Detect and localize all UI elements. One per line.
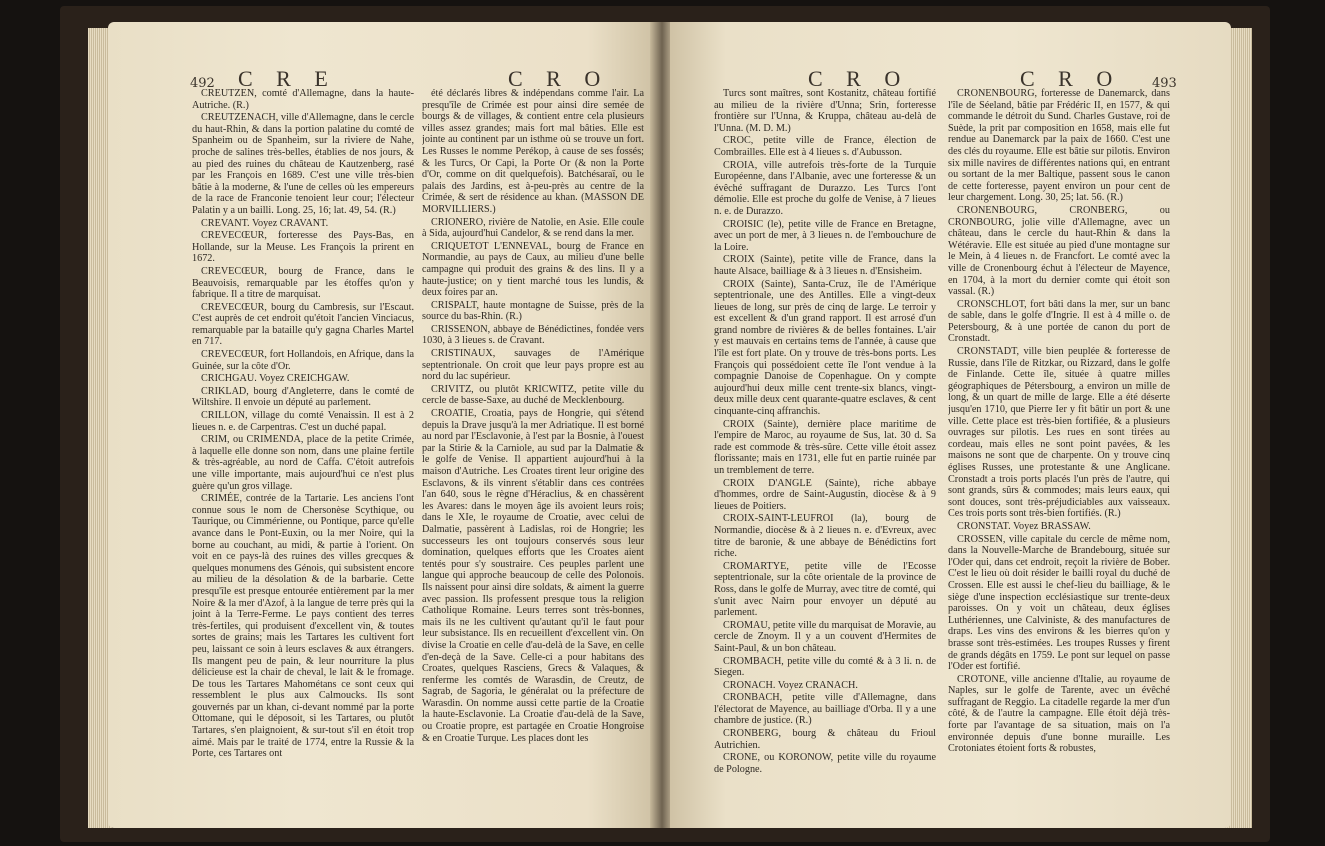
left-page-header xyxy=(108,60,653,91)
dictionary-entry: CRONBACH, petite ville d'Allemagne, dans l'électorat de Mayence, au bailliage d'Orba. Il y a une chambre de justice. (R.) xyxy=(714,692,936,727)
dictionary-entry: CRONACH. Voyez CRANACH. xyxy=(723,679,858,691)
text-column xyxy=(192,88,414,794)
dictionary-entry: CROSSEN, ville capitale du cercle de même nom, dans la Nouvelle-Marche de Brandebourg, située sur l'Oder qui, dans cet endroit, reçoit la rivière de Bober. C'est le lieu où doit résider le bailli royal du duché de Crossen. Elle est aussi le chef-lieu du bailliage, & le siège d'une inspection ecclésiastique sur trente-deux paroisses. On y voit un château, deux églises Luthériennes, une Calviniste, & des manufactures de draps. Les vins des environs & les bierres qu'on y brasse sont très-estimées. Les troupes Russes y firent de grands dégâts en 1759. Le pont sur lequel on passe l'Oder est fortifié. xyxy=(948,533,1170,673)
dictionary-entry: CRISPALT, haute montagne de Suisse, près de la source du bas-Rhin. (R.) xyxy=(422,299,644,323)
right-page-header xyxy=(670,60,1231,91)
running-head: C R O xyxy=(808,66,910,91)
running-head: C R E xyxy=(238,66,337,91)
dictionary-entry: CRONSTAT. Voyez BRASSAW. xyxy=(957,520,1091,532)
dictionary-entry: CREVANT. Voyez CRAVANT. xyxy=(201,217,329,229)
dictionary-entry: été déclarés libres & indépendans comme l'air. La presqu'île de Crimée est pour ainsi dire semée de bourgs & de villages, & contient entre cela plusieurs villes assez grandes; mais fort mal bâties. Elle est jointe au continent par un isthme où se trouve un fort. Les Russes le nomme Perékop, à cause de ses fossés; & les Turcs, Or Capi, la Porte Or (& non la Porte d'Or, comme on dit quelquefois). Batchésaraï, ou le palais des Jardins, est à-peu-près au centre de la Crimée, & sert de résidence au khan. (MASSON DE MORVILLIERS.) xyxy=(422,88,644,215)
dictionary-entry: CROIX (Sainte), dernière place maritime de l'empire de Maroc, au royaume de Sus, lat. 30 d. Sa rade est commode & très-sûre. Cette ville étoit assez florissante; mais en 1731, elle fut en partie ruinée par un tremblement de terre. xyxy=(714,418,936,476)
dictionary-entry: CRONBERG, bourg & château du Frioul Autrichien. xyxy=(714,728,936,751)
dictionary-entry: CROISIC (le), petite ville de France en Bretagne, avec un port de mer, à 3 lieues n. de l'embouchure de la Loire. xyxy=(714,218,936,253)
dictionary-entry: CRISSENON, abbaye de Bénédictines, fondée vers 1030, à 3 lieues s. de Cravant. xyxy=(422,323,644,347)
dictionary-entry: CRONENBOURG, CRONBERG, ou CRONBOURG, jolie ville d'Allemagne, avec un château, dans le cercle du haut-Rhin & dans la Wétéravie. Elle est située au pied d'une montagne sur le Mein, à 4 lieues n. de Francfort. Le comté avec la ville de Cronenbourg échut à l'électeur de Mayence, en 1704, à la mort du dernier comte qui étoit son vassal. (R.) xyxy=(948,204,1170,298)
page-number: 493 xyxy=(1152,76,1177,91)
dictionary-entry: CROMAU, petite ville du marquisat de Moravie, au cercle de Znoym. Il y a un couvent d'Hermites de Saint-Paul, & un bon château. xyxy=(714,619,936,654)
left-page xyxy=(108,22,653,828)
dictionary-entry: CRONSTADT, ville bien peuplée & forteresse de Russie, dans l'île de Ritzkar, ou Rizzard, dans le golfe de Finlande. Cette île, située à quatre milles géographiques de Pétersbourg, a environ un mille de long, & un quart de mille de large. Elle a été déserte jusqu'en 1710, que Pierre Ier y fit bâtir un port & une ville. Cette place est très-bien fortifiée, & a plusieurs ouvrages sur pilotis. Les rues en sont tirées au cordeau, mais elles ne sont point pavées, & les maisons ne sont que de charpente. On y trouve cinq églises Russes, une protestante & une Anglicane. Cronstadt a trois ports placés l'un près de l'autre, qui sont grands, sûrs & commodes; mais leurs eaux, qui sont douces, sont très-préjudiciables aux vaisseaux. Ces trois ports sont très-bien fortifiés. (R.) xyxy=(948,346,1170,520)
dictionary-entry: CRILLON, village du comté Venaissin. Il est à 2 lieues n. e. de Carpentras. C'est un duché papal. xyxy=(192,410,414,433)
dictionary-entry: CREVECŒUR, bourg de France, dans le Beauvoisis, remarquable par les étoffes qu'on y fabrique. Il a titre de marquisat. xyxy=(192,265,414,301)
dictionary-entry: CREVECŒUR, bourg du Cambresis, sur l'Escaut. C'est auprès de cet endroit qu'étoit l'ancien Vinciacus, remarquable par la bataille qu'y gagna Charles Martel en 717. xyxy=(192,301,414,348)
dictionary-entry: CRIKLAD, bourg d'Angleterre, dans le comté de Wiltshire. Il envoie un député au parlement. xyxy=(192,385,414,409)
dictionary-entry: CRONSCHLOT, fort bâti dans la mer, sur un banc de sable, dans le golfe d'Ingrie. Il est à 4 mille o. de Petersbourg, & à une portée de canon du port de Cronstadt. xyxy=(948,298,1170,345)
dictionary-entry: CRIMÉE, contrée de la Tartarie. Les anciens l'ont connue sous le nom de Chersonèse Scythique, ou Taurique, ou Cimmérienne, ou Pontique, parce qu'elle avance dans le Pont-Euxin, ou la mer Noire, qui la borne au couchant, au midi, & partie à l'orient. On voit en ce pays-là des ruines des villes grecques & quelques monumens des Génois, qui subsistent encore au milieu de la désolation & de la barbarie. Cette presqu'île est presque entourée entièrement par la mer Noire & la mer d'Azof, à la langue de terre près qui la joint à la Terre-Ferme. Le pays contient des terres très-fertiles, qui produisent d'excellent vin, & toutes sortes de grains; mais les Tartares les cultivent fort peu, laissant ce soin à leurs esclaves & aux étrangers. Ils mangent peu de pain, & leur nourriture la plus délicieuse est la chair de cheval, le lait & le fromage. De tous les Tartares Mahométans ce sont ceux qui ressemblent le plus aux Calmoucks. Ils sont gouvernés par un khan, ci-devant nommé par la porte Ottomane, qui le déposoit, si les Tartares, ou plutôt Tartares, s'en plaignoient, & sur-tout s'il en étoit trop aimé. Mais par le traité de 1774, entre la Russie & la Porte, ces Tartares ont xyxy=(192,493,414,760)
page-number: 492 xyxy=(190,76,215,91)
dictionary-entry: CROIX-SAINT-LEUFROI (la), bourg de Normandie, diocèse & à 2 lieues n. e. d'Evreux, avec titre de baronie, & une abbaye de Bénédictins fort riche. xyxy=(714,513,936,560)
dictionary-entry: CRONE, ou KORONOW, petite ville du royaume de Pologne. xyxy=(714,752,936,775)
dictionary-entry: CREVECŒUR, forteresse des Pays-Bas, en Hollande, sur la Meuse. Les François la prirent en 1672. xyxy=(192,230,414,265)
dictionary-entry: CRIVITZ, ou plutôt KRICWITZ, petite ville du cercle de basse-Saxe, au duché de Mecklenbourg. xyxy=(422,383,644,407)
dictionary-entry: CROIX D'ANGLE (Sainte), riche abbaye d'hommes, ordre de Saint-Augustin, diocèse & à 9 lieues de Poitiers. xyxy=(714,477,936,512)
text-column xyxy=(714,88,936,794)
right-page xyxy=(670,22,1231,828)
dictionary-entry: CROMARTYE, petite ville de l'Ecosse septentrionale, sur la côte orientale de la province de Ross, dans le golfe de Murray, avec titre de comté, qui s'unit avec Nairn pour envoyer un député au parlement. xyxy=(714,560,936,619)
dictionary-entry: CREVECŒUR, fort Hollandois, en Afrique, dans la Guinée, sur la côte d'Or. xyxy=(192,349,414,372)
dictionary-entry: Turcs sont maîtres, sont Kostanitz, château fortifié au milieu de la rivière d'Unna; Srin, forteresse frontière sur l'Unna, & Kruppa, château au-delà de l'Unna. (M. D. M.) xyxy=(714,88,936,134)
dictionary-entry: CROMBACH, petite ville du comté & à 3 li. n. de Siegen. xyxy=(714,655,936,679)
dictionary-entry: CRIM, ou CRIMENDA, place de la petite Crimée, à laquelle elle donne son nom, dans une plaine fertile & très-agréable, au nord de Caffa. C'étoit autrefois une ville importante, mais aujourd'hui ce n'est plus guère qu'un gros village. xyxy=(192,434,414,492)
dictionary-entry: CREUTZEN, comté d'Allemagne, dans la haute-Autriche. (R.) xyxy=(192,88,414,111)
dictionary-entry: CRONENBOURG, forteresse de Danemarck, dans l'île de Séeland, bâtie par Frédéric II, en 1577, & qui commande le détroit du Sund. Charles Gustave, roi de Suède, la prit par composition en 1658, mais elle fut rendue au Danemarck par la paix de 1660. C'est une des clés du royaume. Elle est bâtie sur pilotis. Environ six mille navires de différentes nations qui, en entrant ou sortant de la mer Baltique, passent sous le canon de cette forteresse, payent environ un pour cent de leur chargement. Long. 30, 25; lat. 56. (R.) xyxy=(948,88,1170,204)
text-column xyxy=(948,88,1170,794)
dictionary-entry: CRIONERO, rivière de Natolie, en Asie. Elle coule à Sida, aujourd'hui Candelor, & se rend dans la mer. xyxy=(422,216,644,240)
text-column xyxy=(422,88,644,794)
dictionary-entry: CROIX (Sainte), petite ville de France, dans la haute Alsace, bailliage & à 3 lieues n. d'Ensisheim. xyxy=(714,254,936,277)
dictionary-entry: CROIA, ville autrefois très-forte de la Turquie Européenne, dans l'Albanie, avec une forteresse & un évêché suffragant de Durazzo. Les Turcs l'ont démolie. Elle est proche du golfe de Venise, à 7 lieues n. e. de Durazzo. xyxy=(714,159,936,217)
dictionary-entry: CREUTZENACH, ville d'Allemagne, dans le cercle du haut-Rhin, & dans la portion palatine du comté de Spanheim ou de Spanheim, sur la riviere de Nahe, proche de salines très-belles, établies de nos jours, & au pied des ruines du château de Kautzenberg, rasé par les François en 1689. C'est une ville très-bien bâtie à la moderne, & l'une de celles où les empereurs de la race de Franconie tenoient leur cour; l'électeur Palatin y a un bailli. Long. 25, 16; lat. 49, 54. (R.) xyxy=(192,112,414,216)
dictionary-entry: CROTONE, ville ancienne d'Italie, au royaume de Naples, sur le golfe de Tarente, avec un évêché suffragant de Reggio. La citadelle regarde la mer d'un côté, & de l'autre la campagne. Elle étoit déjà très-forte par l'avantage de sa situation, mais on l'a environnée depuis d'une bonne muraille. Les Crotoniates étoient forts & robustes, xyxy=(948,673,1170,755)
dictionary-entry: CROATIE, Croatia, pays de Hongrie, qui s'étend depuis la Drave jusqu'à la mer Adriatique. Il est borné au nord par l'Esclavonie, à l'est par la Bosnie, à l'ouest par la Stirie & la Carniole, au sud par la Dalmatie & le golfe de Venise. Il appartient aujourd'hui à la maison d'Autriche. Les Croates tirent leur origine des Esclavons, & ils vinrent s'établir dans ces contrées l'an 640, sous le règne d'Héraclius, & en chassèrent les Avares: dans le moyen âge ils avoient leurs rois; dans le XIe, le royaume de Croatie, avec celui de Dalmatie, passèrent à Ladislas, roi de Hongrie; les successeurs les ont toujours conservés sous leur domination, quelques efforts que les Croates aient tentés pour s'y soustraire. Ces peuples parlent une langue qui approche beaucoup de celle des Polonois. Ils naissent pour ainsi dire soldats, & aiment la guerre avec passion. Ils professent presque tous la religion Catholique Romaine. Leurs terres sont très-bonnes, mais ils ne les cultivent qu'autant qu'il le faut pour leur subsistance. Ils en recueillent d'excellent vin. On divise la Croatie en celle d'au-delà de la Save, en celle d'en-deçà de la Save. Celle-ci a pour habitans des Croates, quelques Rasciens, Grecs & Valaques, & renferme les comtés de Warasdin, de Creutz, de Sagrab, de Sagoria, le généralat ou la préfecture de Warasdin. On nomme aussi cette partie de la Croatie la haute-Esclavonie. La Croatie d'au-delà de la Save, ou Croatie propre, est partagée en Croatie Hongroise & en Croatie Turque. Les places dont les xyxy=(422,408,644,744)
dictionary-entry: CRISTINAUX, sauvages de l'Amérique septentrionale. On croit que leur pays propre est au nord du lac supérieur. xyxy=(422,348,644,383)
running-head: C R O xyxy=(508,66,610,91)
dictionary-entry: CROIX (Sainte), Santa-Cruz, île de l'Amérique septentrionale, une des Antilles. Elle a vingt-deux lieues de long, sur près de cinq de large. Le terroir y est excellent & d'un grand rapport. Il est arrosé d'un grand nombre de rivières & de belles fontaines. L'air y est mauvais en certains tems de l'année, à cause que l'île est fort plate. On y trouve de très-bons ports. Les François qui possédoient cette île l'ont vendue à la compagnie Danoise de Copenhague. On y compte aujourd'hui deux mille cent trente-six blancs, vingt-deux mille deux cent quarante-quatre esclaves, & cent cinquante-cinq affranchis. xyxy=(714,278,936,418)
running-head: C R O xyxy=(1020,66,1122,91)
dictionary-entry: CRICHGAU. Voyez CREICHGAW. xyxy=(201,373,350,385)
dictionary-entry: CRIQUETOT L'ENNEVAL, bourg de France en Normandie, au pays de Caux, au milieu d'une belle campagne qui produit des grains & des lins. Il y a haute-justice; on y tient marché tous les lundis, & deux foires par an. xyxy=(422,240,644,299)
dictionary-entry: CROC, petite ville de France, élection de Combrailles. Elle est à 4 lieues s. d'Aubusson. xyxy=(714,135,936,158)
